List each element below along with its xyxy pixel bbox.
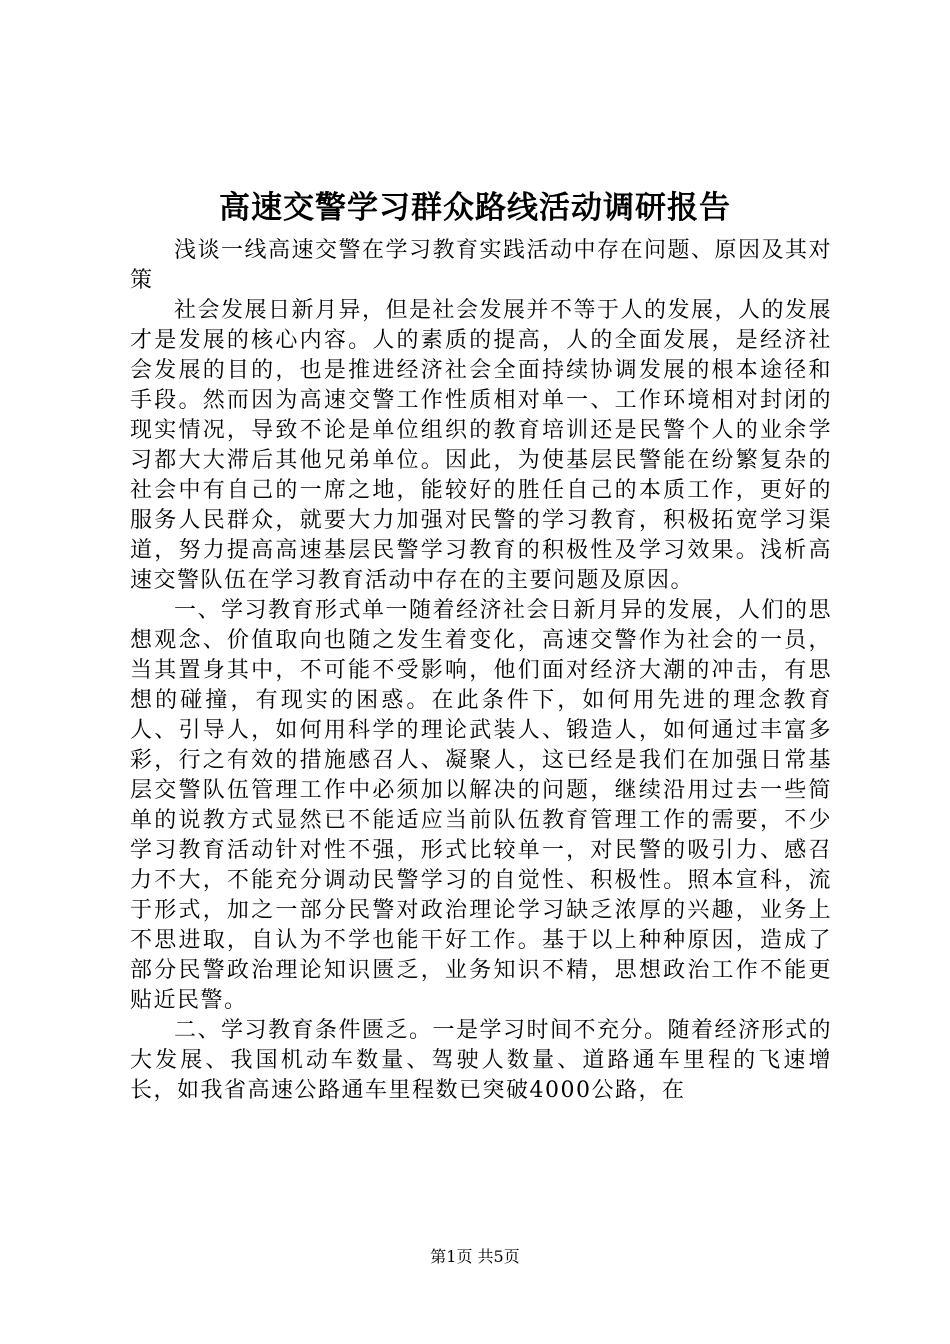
subtitle-paragraph: 浅谈一线高速交警在学习教育实践活动中存在问题、原因及其对策 [130,238,833,293]
body-paragraph: 一、学习教育形式单一随着经济社会日新月异的发展，人们的思想观念、价值取向也随之发生着变化，高速交警作为社会的一员，当其置身其中，不可能不受影响，他们面对经济大潮的冲击，有思想的碰撞，有现实的困惑。在此条件下，如何用先进的理念教育人、引导人，如何用科学的理论武装人、锻造人，如何通过丰富多彩，行之有效的措施感召人、凝聚人，这已经是我们在加强日常基层交警队伍管理工作中必须加以解决的问题，继续沿用过去一些简单的说教方式显然已不能适应当前队伍教育管理工作的需要，不少学习教育活动针对性不强，形式比较单一，对民警的吸引力、感召力不大，不能充分调动民警学习的自觉性、积极性。照本宣科，流于形式，加之一部分民警对政治理论学习缺乏浓厚的兴趣，业务上不思进取，自认为不学也能干好工作。基于以上种种原因，造成了部分民警政治理论知识匮乏，业务知识不精，思想政治工作不能更贴近民警。 [130,598,833,1013]
body-paragraph: 二、学习教育条件匮乏。一是学习时间不充分。随着经济形式的大发展、我国机动车数量、驾驶人数量、道路通车里程的飞速增长，如我省高速公路通车里程数已突破4000公路，在 [130,1018,833,1103]
page-footer: 第1页 共5页 [430,1247,520,1266]
document-body [130,236,832,1106]
document-title: 高速交警学习群众路线活动调研报告 [219,190,731,226]
body-paragraph: 社会发展日新月异，但是社会发展并不等于人的发展，人的发展才是发展的核心内容。人的素质的提高，人的全面发展，是经济社会发展的目的，也是推进经济社会全面持续协调发展的根本途径和手段。然而因为高速交警工作性质相对单一、工作环境相对封闭的现实情况，导致不论是单位组织的教育培训还是民警个人的业余学习都大大滞后其他兄弟单位。因此，为使基层民警能在纷繁复杂的社会中有自己的一席之地，能较好的胜任自己的本质工作，更好的服务人民群众，就要大力加强对民警的学习教育，积极拓宽学习渠道，努力提高高速基层民警学习教育的积极性及学习效果。浅析高速交警队伍在学习教育活动中存在的主要问题及原因。 [130,298,833,593]
